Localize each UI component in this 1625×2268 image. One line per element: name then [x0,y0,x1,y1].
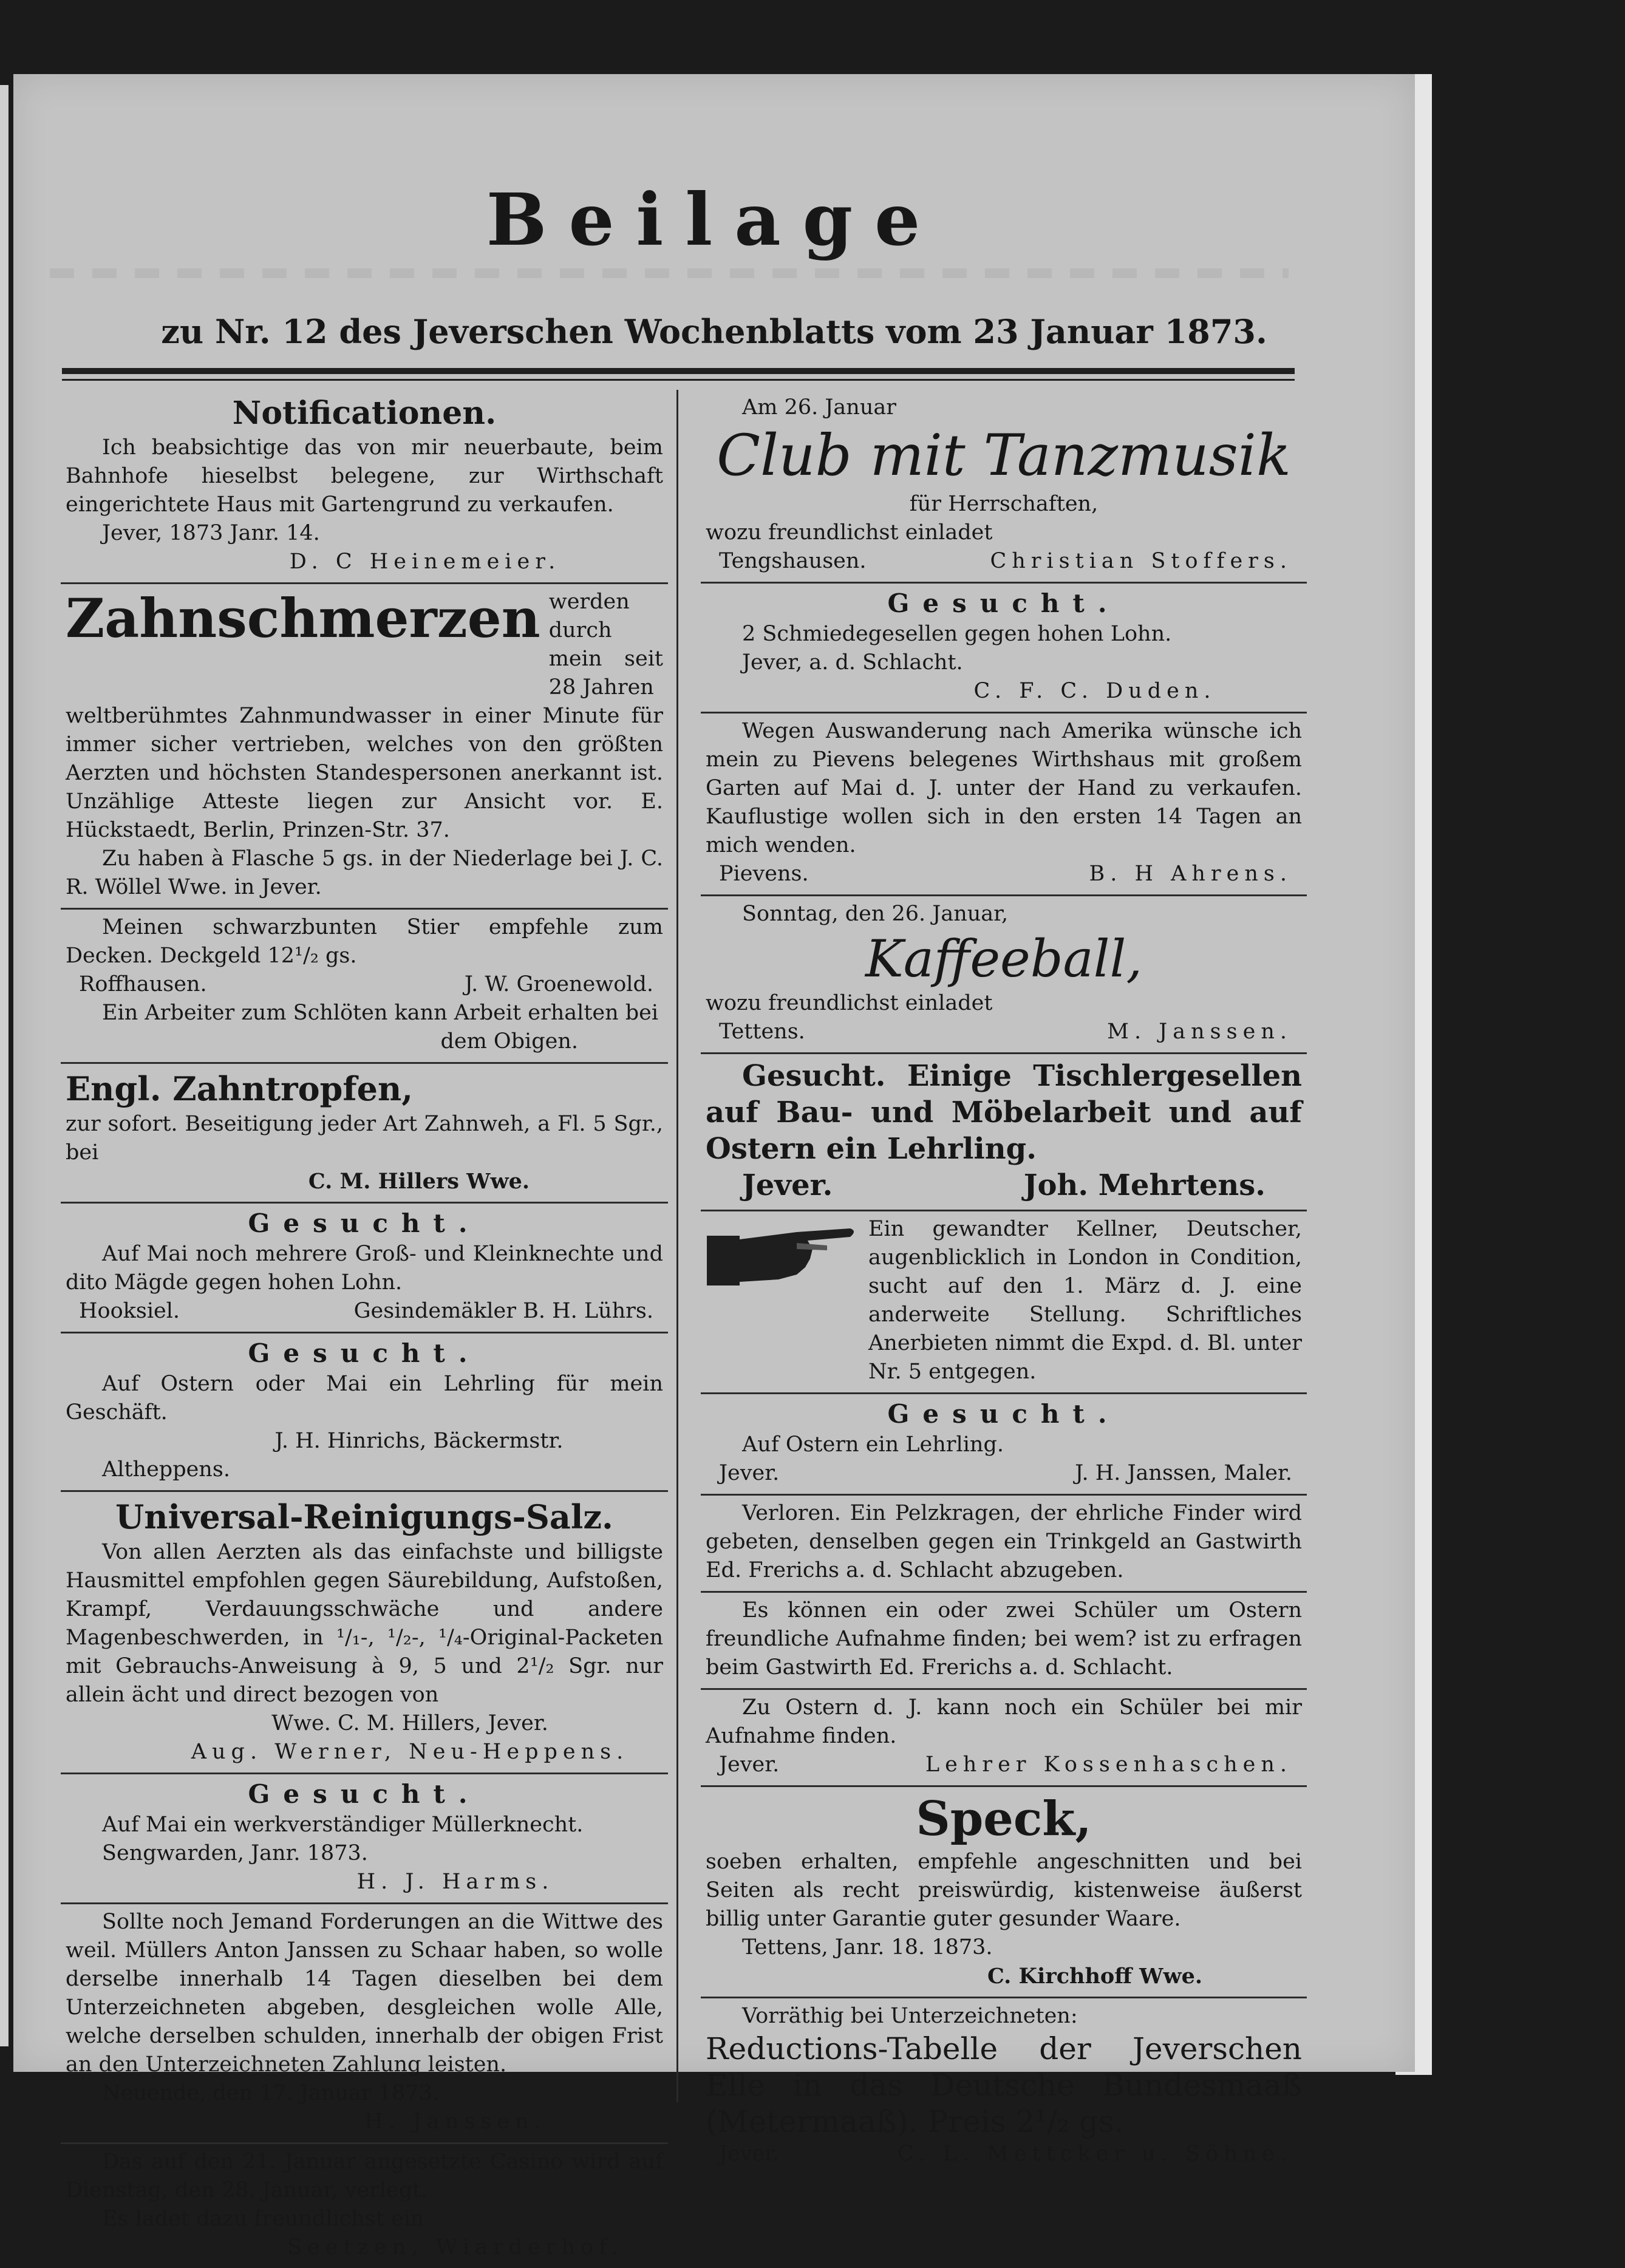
ad-signer: C. M. Hillers Wwe. [308,1169,530,1194]
ad-body: Auf Ostern oder Mai ein Lehrling für mein Geschäft. [66,1372,663,1425]
ad-body: Meinen schwarzbunten Stier empfehle zum Decken. Deckgeld 12¹/₂ gs. [66,915,663,968]
ad-heading: Gesucht. [248,1208,481,1238]
ad-signer: Lehrer Kossenhaschen. [925,1752,1292,1777]
ad-signer: J. H. Hinrichs, Bäckermstr. [274,1429,564,1453]
ad-date: Neuende, den 17. Januar 1873. [102,2081,439,2105]
ad-body: Auf Ostern ein Lehrling. [742,1432,1004,1457]
ad-verloren [701,1496,1307,1593]
ad-signer: J. H. Janssen, Maler. [1075,1461,1292,1485]
ad-body: Ein Arbeiter zum Schlöten kann Arbeit erhalten bei [102,1001,659,1025]
column-divider [676,390,678,2102]
ad-signer: Seetzen, Wiarderhof. [287,2235,624,2259]
ad-body: Sollte noch Jemand Forderungen an die Wittwe des weil. Müllers Anton Janssen zu Schaar haben, so wolle derselbe innerhalb 14 Tagen dieselben bei dem Unterzeichneten abgeben, desgleichen wolle Alle, welche derselben schulden, innerhalb der obigen Frist an den Unterzeichneten Zahlung leisten. [66,1910,663,2077]
ad-heading: Universal-Reinigungs-Salz. [115,1497,613,1536]
ad-place: Jever. [719,2142,780,2166]
ad-signer: C. L. Mettcker u. Söhne. [897,2142,1292,2166]
ad-zahntropfen [61,1064,668,1204]
ad-body: Auf Mai ein werkverständiger Müllerknecht. [102,1813,584,1837]
ad-signer: H. Janssen. [364,2110,547,2134]
ad-heading: Club mit Tanzmusik [717,423,1291,489]
masthead-rule [62,368,1295,374]
masthead-subtitle: zu Nr. 12 des Jeverschen Wochenblatts vom 23 Januar 1873. [161,312,1267,351]
ad-body: Das auf den 21. Januar angesetzte Casino wird auf Dienstag, den 28. Januar, verlegt. [66,2150,663,2202]
ad-date: Am 26. Januar [742,395,896,420]
ad-heading: Notificationen. [232,395,497,432]
ad-date: Jever, 1873 Janr. 14. [102,521,320,545]
ad-heading: Kaffeeball, [865,929,1143,989]
ad-signer: Christian Stoffers. [990,549,1292,573]
ad-body: Zu haben à Flasche 5 gs. in der Niederlage bei J. C. R. Wöllel Wwe. in Jever. [66,846,663,899]
ad-place: Tettens. [719,1020,805,1044]
ad-body: weltberühmtes Zahnmundwasser in einer Minute für immer sicher vertrieben, welches von den größten Aerzten und höchsten Standespersonen anerkannt ist. Unzählige Atteste liegen zur Ansicht vor. E. Hückstaedt, Berlin, Prinzen-Str. 37. [66,704,663,842]
ad-place: Jever. [719,1752,780,1777]
ad-intro: Vorräthig bei Unterzeichneten: [742,2004,1078,2028]
ad-signer: C. Kirchhoff Wwe. [987,1964,1203,1989]
ad-heading: Gesucht. [248,1779,481,1809]
ad-gesucht-lehrling [61,1333,668,1492]
ad-auswanderung [701,713,1307,896]
masthead-rule-thin [62,379,1295,381]
ad-stier [61,910,668,1064]
ad-club [701,390,1307,584]
ad-schueler-aufnahme [701,1690,1307,1787]
newspaper-page [13,74,1415,2259]
ad-gesucht-knechte [61,1204,668,1333]
ad-signer: M. Janssen. [1107,1020,1292,1044]
ad-schueler [701,1593,1307,1690]
masthead-title: Beilage [486,177,942,262]
ad-place: Altheppens. [102,1457,230,1482]
ad-body: werden durch mein seit 28 Jahren [548,590,663,700]
ad-signer: Gesindemäkler B. H. Lührs. [353,1299,653,1323]
ad-signer: J. W. Groenewold. [464,972,653,996]
ad-place: Jever. [719,1461,780,1485]
ad-signer: D. C Heinemeier. [289,550,561,574]
ad-place: Roffhausen. [79,972,207,996]
ad-heading: Gesucht. [248,1338,481,1368]
ad-place: Pievens. [719,862,809,886]
ad-signer: C. F. C. Duden. [973,679,1216,703]
right-column [701,390,1307,2174]
ad-signer: Aug. Werner, Neu-Heppens. [191,1740,629,1764]
ad-body: 2 Schmiedegesellen gegen hohen Lohn. [742,622,1172,646]
ad-gesucht-lehrling-maler [701,1394,1307,1496]
ad-tail: dem Obigen. [440,1029,578,1054]
ad-tischler [701,1054,1307,1211]
ad-reductions-tabelle [701,1998,1307,2174]
ad-date: Sengwarden, Janr. 1873. [102,1841,368,1865]
ad-body: soeben erhalten, empfehle angeschnitten und bei Seiten als recht preiswürdig, kistenweise äußerst billig unter Garantie guter gesunder Waare. [706,1850,1302,1931]
ad-zahnschmerzen [61,584,668,910]
ad-place: Hooksiel. [79,1299,180,1323]
ad-body: Reductions-Tabelle der Jeverschen Elle in das Deutsche Bundesmaaß (Metermaaß). Preis 2¹/₂ gs. [706,2031,1302,2139]
ad-casino [61,2144,668,2268]
ad-sub: für Herrschaften, [909,492,1099,516]
ad-body: Von allen Aerzten als das einfachste und billigste Hausmittel empfohlen gegen Säurebildung, Aufstoßen, Krampf, Verdauungsschwäche und andere Magenbeschwerden, in ¹/₁-, ¹/₂-, ¹/₄-Original-Packeten mit Gebrauchs-Anweisung à 9, 5 und 2¹/₂ Sgr. nur allein ächt und direct bezogen von [66,1540,663,1707]
ad-heading: Speck, [916,1791,1092,1847]
ad-signer: H. J. Harms. [356,1870,554,1894]
ad-kaffeeball [701,896,1307,1054]
ad-heading: Zahnschmerzen [66,587,540,650]
ad-date: Tettens, Janr. 18. 1873. [742,1935,993,1960]
ad-body: Es können ein oder zwei Schüler um Ostern freundliche Aufnahme finden; bei wem? ist zu erfragen beim Gastwirth Ed. Frerichs a. d. Schlacht. [706,1598,1302,1680]
show-through-text [50,268,1289,278]
ad-body: Zu Ostern d. J. kann noch ein Schüler bei mir Aufnahme finden. [706,1695,1302,1748]
ad-body: Ein gewandter Kellner, Deutscher, augenblicklich in London in Condition, sucht auf den 1. März d. J. eine anderweite Stellung. Schriftliches Anerbieten nimmt die Expd. d. Bl. unter Nr. 5 entgegen. [868,1217,1302,1384]
ad-body: Gesucht. Einige Tischlergesellen auf Bau- und Möbelarbeit und auf Ostern ein Lehrling. [706,1059,1302,1166]
ad-body: Wegen Auswanderung nach Amerika wünsche ich mein zu Pievens belegenes Wirthshaus mit großem Garten auf Mai d. J. unter der Hand zu verkaufen. Kauflustige wollen sich in den ersten 14 Tagen an mich wenden. [706,719,1302,857]
ad-signer: B. H Ahrens. [1089,862,1292,886]
ad-body: Verloren. Ein Pelzkragen, der ehrliche Finder wird gebeten, denselben gegen ein Trinkgeld an Gastwirth Ed. Frerichs a. d. Schlacht abzugeben. [706,1501,1302,1582]
left-column [61,390,668,2268]
ad-heading: Engl. Zahntropfen, [66,1069,414,1108]
adjacent-page-edge [0,85,9,2046]
ad-body: Ich beabsichtige das von mir neuerbaute, beim Bahnhofe hieselbst belegene, zur Wirthschaft eingerichtete Haus mit Gartengrund zu verkaufen. [66,435,663,517]
ad-invite: wozu freundlichst einladet [706,520,993,545]
ad-gesucht-muellerknecht [61,1774,668,1904]
ad-notification [61,390,668,584]
ad-place: Jever. [742,1168,833,1202]
ad-forderungen [61,1904,668,2144]
ad-kellner [701,1211,1307,1394]
ad-reinigungs-salz [61,1492,668,1774]
ad-date: Sonntag, den 26. Januar, [742,902,1009,926]
ad-body: Es ladet dazu freundlichst ein [102,2207,424,2231]
ad-signer: Wwe. C. M. Hillers, Jever. [271,1711,548,1735]
ad-body: zur sofort. Beseitigung jeder Art Zahnweh, a Fl. 5 Sgr., bei [66,1112,663,1165]
ad-heading: Gesucht. [887,588,1120,618]
ad-speck [701,1787,1307,1998]
ad-place: Tengshausen. [719,549,867,573]
pointing-hand-icon [706,1219,857,1290]
ad-body: Auf Mai noch mehrere Groß- und Kleinknechte und dito Mägde gegen hohen Lohn. [66,1242,663,1295]
ad-signer: Joh. Mehrtens. [1023,1168,1266,1202]
ad-place: Jever, a. d. Schlacht. [742,650,963,675]
ad-gesucht-schmiede [701,584,1307,713]
ad-invite: wozu freundlichst einladet [706,991,993,1015]
ad-heading: Gesucht. [887,1399,1120,1429]
